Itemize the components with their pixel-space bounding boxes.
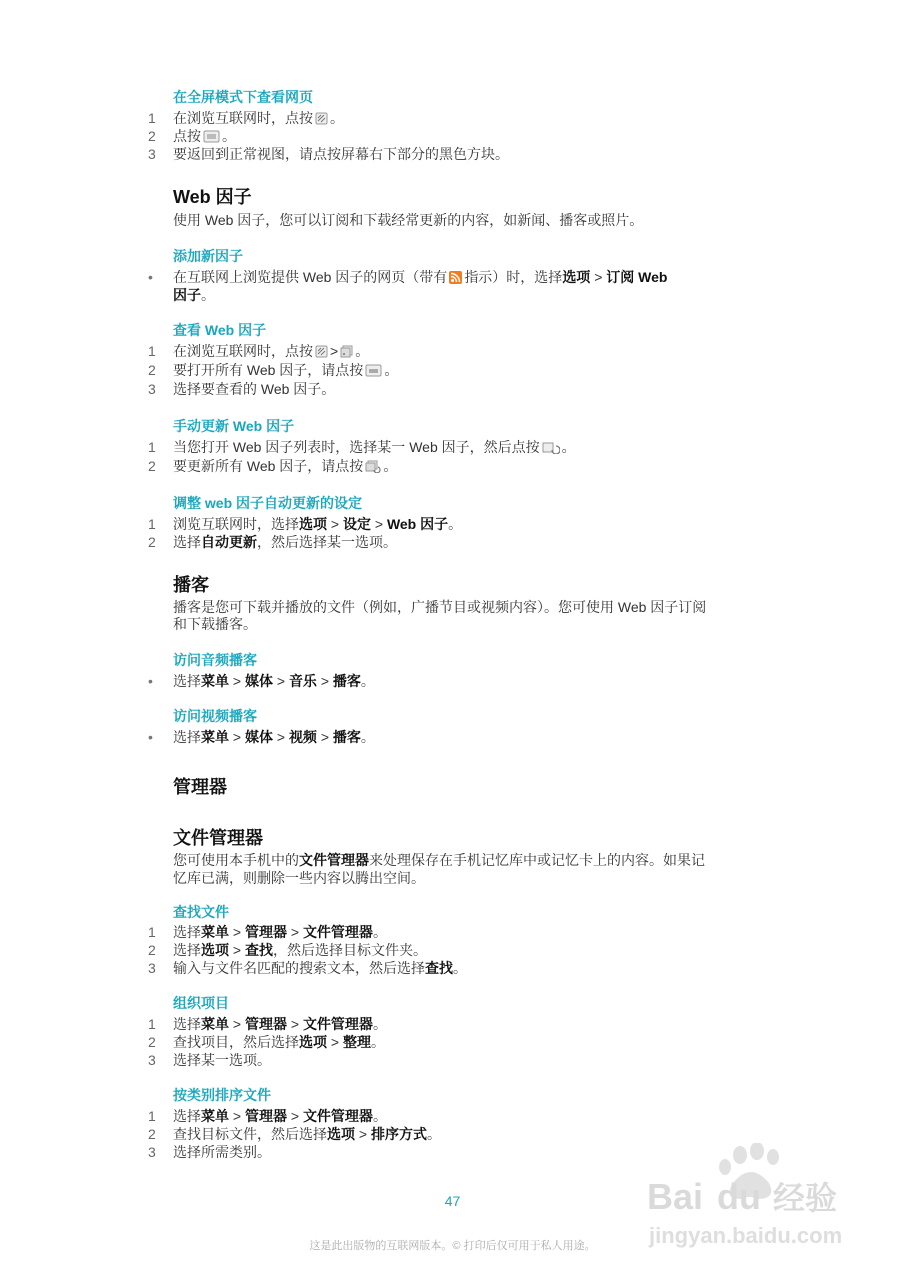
- step-end: 。: [222, 128, 236, 144]
- fullscreen-toggle-icon: [203, 130, 220, 143]
- step-number: 3: [148, 1052, 156, 1068]
- text: 。: [360, 729, 375, 745]
- step-text: 选择: [173, 534, 201, 550]
- menu-subscribe: 订阅 Web: [606, 269, 668, 285]
- separator: >: [232, 729, 242, 745]
- separator: >: [374, 516, 384, 532]
- paragraph-file-manager-2: 忆库已满，则删除一些内容以腾出空间。: [173, 870, 425, 886]
- list-item: [148, 672, 375, 690]
- svg-text:Bai: Bai: [647, 1176, 704, 1217]
- menu-file-manager: 文件管理器: [302, 1108, 373, 1124]
- menu-options: 选项: [562, 269, 591, 285]
- list-item: [148, 145, 509, 163]
- step-text: 当您打开 Web 因子列表时，选择某一 Web 因子，然后点按: [173, 439, 540, 455]
- heading-file-manager: 文件管理器: [173, 828, 263, 848]
- list-item: [148, 438, 576, 456]
- step-number: 2: [148, 1034, 156, 1050]
- menu-podcasts: 播客: [332, 673, 361, 689]
- list-item: [148, 533, 397, 551]
- step-end: 。: [355, 343, 370, 359]
- text: 选择: [173, 673, 201, 689]
- list-item: 1 选择菜单 > 管理器 > 文件管理器。: [148, 1108, 387, 1124]
- step-number: 3: [148, 381, 156, 397]
- step-text: 点按: [173, 128, 201, 144]
- step-text: 选择: [173, 1016, 201, 1032]
- menu-options: 选项: [299, 516, 327, 532]
- list-item: [148, 127, 236, 145]
- list-item: 2 选择选项 > 查找，然后选择目标文件夹。: [148, 942, 427, 958]
- step-text: 查找项目，然后选择: [173, 1034, 299, 1050]
- heading-auto-update: 调整 web 因子自动更新的设定: [173, 495, 363, 511]
- step-number: 1: [148, 516, 156, 532]
- list-item: [148, 109, 344, 127]
- paragraph-file-manager-1: 您可使用本手机中的文件管理器来处理保存在手机记忆库中或记忆卡上的内容。如果记: [173, 852, 705, 868]
- step-text: 选择: [173, 924, 201, 940]
- list-item: [148, 515, 462, 533]
- menu-sort-by: 排序方式: [370, 1126, 427, 1142]
- step-number: 1: [148, 439, 156, 455]
- text: 。: [360, 673, 375, 689]
- step-text: 浏览互联网时，选择: [173, 516, 299, 532]
- menu-arrange: 整理: [342, 1034, 371, 1050]
- heading-fullscreen: 在全屏模式下查看网页: [173, 89, 313, 105]
- text: 在互联网上浏览提供 Web 因子的网页（带有: [173, 269, 448, 285]
- list-item: [148, 457, 397, 475]
- heading-video-podcasts: 访问视频播客: [173, 708, 257, 724]
- separator: >: [320, 673, 330, 689]
- paragraph-podcasts-1: 播客是您可下载并播放的文件（例如，广播节目或视频内容）。您可使用 Web 因子订阅: [173, 599, 707, 615]
- step-text: 选择某一选项。: [173, 1052, 271, 1068]
- menu-file-manager: 文件管理器: [302, 1016, 373, 1032]
- menu-menu: 菜单: [201, 673, 229, 689]
- step-number: 2: [148, 1126, 156, 1142]
- separator: >: [330, 343, 339, 359]
- menu-video: 视频: [288, 729, 317, 745]
- paw-logo-icon: [645, 1143, 855, 1253]
- step-text: 在浏览互联网时，点按: [173, 110, 313, 126]
- menu-podcasts: 播客: [332, 729, 361, 745]
- fullscreen-icon: [315, 345, 328, 358]
- menu-music: 音乐: [288, 673, 317, 689]
- bullet: •: [148, 729, 153, 745]
- menu-menu: 菜单: [201, 1108, 229, 1124]
- page-number: 47: [444, 1193, 461, 1209]
- list-item: [148, 361, 398, 379]
- step-number: 2: [148, 534, 156, 550]
- heading-manual-update: 手动更新 Web 因子: [173, 418, 295, 434]
- step-text: 要返回到正常视图，请点按屏幕右下部分的黑色方块。: [173, 146, 509, 162]
- update-feed-icon: [542, 441, 560, 454]
- menu-options: 选项: [327, 1126, 355, 1142]
- step-number: 3: [148, 146, 156, 162]
- step-number: 2: [148, 128, 156, 144]
- separator: >: [232, 673, 242, 689]
- rss-icon: [449, 271, 462, 284]
- separator: >: [330, 516, 340, 532]
- step-text: 在浏览互联网时，点按: [173, 343, 313, 359]
- text: 指示）时，选择: [464, 269, 563, 285]
- feed-list-icon: [365, 364, 382, 377]
- footer-note: 这是此出版物的互联网版本。© 打印后仅可用于私人用途。: [309, 1240, 596, 1252]
- list-item: 2 查找目标文件，然后选择选项 > 排序方式。: [148, 1126, 441, 1142]
- step-number: 1: [148, 924, 156, 940]
- list-item: [148, 380, 335, 398]
- menu-organizer: 管理器: [244, 924, 287, 940]
- bullet: •: [148, 269, 153, 285]
- step-text: 选择: [173, 942, 201, 958]
- step-number: 1: [148, 1016, 156, 1032]
- heading-view-feeds: 查看 Web 因子: [173, 322, 267, 338]
- heading-find-files: 查找文件: [173, 904, 229, 920]
- step-end: 。: [383, 458, 398, 474]
- separator: >: [594, 269, 603, 285]
- menu-settings: 设定: [342, 516, 371, 532]
- paragraph-podcasts-2: 和下载播客。: [173, 616, 257, 632]
- step-number: 3: [148, 1144, 156, 1160]
- list-item: [148, 1051, 271, 1069]
- separator: >: [276, 673, 286, 689]
- menu-auto-update: 自动更新: [201, 534, 257, 550]
- step-text: ，然后选择某一选项。: [257, 534, 397, 550]
- svg-text:jingyan.baidu.com: jingyan.baidu.com: [649, 1223, 843, 1248]
- menu-find: 查找: [244, 942, 273, 958]
- step-end: 。: [561, 439, 576, 455]
- menu-find: 查找: [425, 960, 453, 976]
- step-number: 2: [148, 362, 156, 378]
- step-text: 要更新所有 Web 因子，请点按: [173, 458, 364, 474]
- heading-organizer: 管理器: [173, 777, 227, 797]
- step-text: 要打开所有 Web 因子，请点按: [173, 362, 364, 378]
- step-end: 。: [330, 110, 344, 126]
- step-number: 2: [148, 458, 156, 474]
- separator: >: [320, 729, 330, 745]
- svg-text:du: du: [717, 1176, 761, 1217]
- step-text: 选择: [173, 1108, 201, 1124]
- menu-web-feeds: Web 因子: [386, 516, 449, 532]
- menu-feed: 因子: [173, 287, 201, 303]
- text: 。: [201, 287, 215, 303]
- list-item: 2 查找项目，然后选择选项 > 整理。: [148, 1034, 385, 1050]
- step-number: 1: [148, 110, 156, 126]
- baidu-jingyan-watermark: [645, 1143, 855, 1253]
- step-text: 选择要查看的 Web 因子。: [173, 381, 336, 397]
- update-all-icon: [365, 460, 381, 473]
- step-number: 3: [148, 960, 156, 976]
- list-item: [148, 286, 215, 304]
- list-item: 1 选择菜单 > 管理器 > 文件管理器。: [148, 924, 387, 940]
- heading-podcasts: 播客: [173, 575, 209, 595]
- menu-file-manager: 文件管理器: [302, 924, 373, 940]
- step-text: 选择所需类别。: [173, 1144, 271, 1160]
- menu-media: 媒体: [244, 729, 273, 745]
- menu-menu: 菜单: [201, 1016, 229, 1032]
- bullet: •: [148, 673, 153, 689]
- menu-menu: 菜单: [201, 924, 229, 940]
- step-number: 1: [148, 1108, 156, 1124]
- list-item: 1 选择菜单 > 管理器 > 文件管理器。: [148, 1016, 387, 1032]
- paragraph-web-feeds: 使用 Web 因子，您可以订阅和下载经常更新的内容，如新闻、播客或照片。: [173, 212, 644, 228]
- list-item: [148, 268, 667, 286]
- heading-audio-podcasts: 访问音频播客: [173, 652, 257, 668]
- list-item: 3 输入与文件名匹配的搜索文本，然后选择查找。: [148, 960, 467, 976]
- menu-organizer: 管理器: [244, 1016, 287, 1032]
- list-item: [148, 342, 369, 360]
- step-end: 。: [448, 516, 463, 532]
- text: 选择: [173, 729, 201, 745]
- step-text: 查找目标文件，然后选择: [173, 1126, 327, 1142]
- menu-media: 媒体: [244, 673, 273, 689]
- menu-options: 选项: [201, 942, 229, 958]
- menu-options: 选项: [299, 1034, 327, 1050]
- menu-organizer: 管理器: [244, 1108, 287, 1124]
- step-number: 1: [148, 343, 156, 359]
- menu-menu: 菜单: [201, 729, 229, 745]
- heading-sort-files: 按类别排序文件: [173, 1087, 271, 1103]
- step-number: 2: [148, 942, 156, 958]
- list-item: [148, 1143, 271, 1161]
- list-item: [148, 728, 375, 746]
- step-end: 。: [384, 362, 399, 378]
- heading-organize-items: 组织项目: [173, 995, 229, 1011]
- step-text: 输入与文件名匹配的搜索文本，然后选择: [173, 960, 425, 976]
- svg-text:经验: 经验: [773, 1179, 838, 1217]
- separator: >: [276, 729, 286, 745]
- heading-web-feeds: Web 因子: [173, 187, 252, 207]
- heading-add-feed: 添加新因子: [173, 248, 243, 264]
- feeds-icon: [340, 345, 353, 358]
- fullscreen-icon: [315, 112, 328, 125]
